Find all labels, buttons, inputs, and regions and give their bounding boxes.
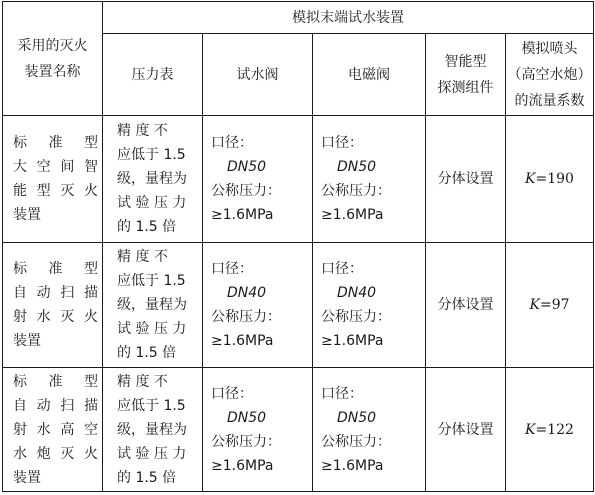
device-name-line: 装置 <box>13 207 41 223</box>
spec-table <box>2 1 594 492</box>
gauge-line: 级，量程为 <box>117 171 187 187</box>
header-flow-coef-line-3: 的流量系数 <box>514 92 585 109</box>
device-name-line: 射 水 高 空 <box>13 421 98 438</box>
device-name-line: 自 动 扫 描 <box>13 397 98 414</box>
valve-line: 公称压力： <box>211 183 281 199</box>
device-name-line: 射 水 灭 火 <box>13 309 98 325</box>
valve-line: 口径： <box>321 135 363 151</box>
flow-coef-cell <box>506 368 594 492</box>
k-symbol: K <box>529 297 540 313</box>
device-name-line: 标 准 型 <box>13 135 98 151</box>
valve-pressure: ≥1.6MPa <box>321 333 384 349</box>
valve-diameter: DN40 <box>227 285 267 301</box>
device-name-line: 水 炮 灭 火 <box>13 445 98 462</box>
valve-line: 口径： <box>211 135 253 151</box>
test-valve-cell <box>203 243 313 368</box>
solenoid-valve-cell <box>313 368 426 492</box>
flow-coef-cell <box>506 116 594 243</box>
header-detector-line-1: 智能型 <box>444 53 487 70</box>
valve-line: 公称压力： <box>321 433 391 450</box>
device-name-line: 自 动 扫 描 <box>13 285 98 301</box>
header-group: 模拟末端试水装置 <box>103 2 594 34</box>
device-name-cell <box>3 243 103 368</box>
header-flow-coef-line-1: 模拟喷头 <box>521 40 578 57</box>
device-name-line: 标 准 型 <box>13 261 98 277</box>
device-name-cell <box>3 116 103 243</box>
gauge-line: 级，量程为 <box>117 421 187 438</box>
valve-pressure: ≥1.6MPa <box>211 207 274 223</box>
k-symbol: K <box>525 421 536 438</box>
valve-line: 口径： <box>211 261 253 277</box>
valve-diameter: DN50 <box>227 409 267 426</box>
detector-cell: 分体设置 <box>426 243 506 368</box>
gauge-line: 应低于 1.5 <box>117 147 186 163</box>
gauge-line: 的 1.5 倍 <box>117 219 177 235</box>
k-symbol: K <box>525 171 536 187</box>
gauge-line: 的 1.5 倍 <box>117 345 177 361</box>
valve-line: 公称压力： <box>321 183 391 199</box>
k-value: =122 <box>535 421 574 438</box>
device-name-cell <box>3 368 103 492</box>
valve-pressure: ≥1.6MPa <box>321 207 384 223</box>
valve-line: 口径： <box>211 385 253 402</box>
valve-line: 口径： <box>321 261 363 277</box>
gauge-line: 级，量程为 <box>117 297 187 313</box>
valve-diameter: DN50 <box>337 159 377 175</box>
pressure-gauge-cell <box>103 368 203 492</box>
valve-diameter: DN40 <box>337 285 377 301</box>
valve-line: 口径： <box>321 385 363 402</box>
gauge-line: 应低于 1.5 <box>117 273 186 289</box>
valve-diameter: DN50 <box>337 409 377 426</box>
valve-line: 公称压力： <box>211 309 281 325</box>
k-value: =190 <box>535 171 574 187</box>
gauge-line: 试 验 压 力 <box>117 445 187 462</box>
device-name-line: 装置 <box>13 469 41 486</box>
header-flow-coef <box>506 34 594 116</box>
header-device-name-line-2: 装置名称 <box>24 63 81 80</box>
pressure-gauge-cell <box>103 243 203 368</box>
pressure-gauge-cell <box>103 116 203 243</box>
valve-line: 公称压力： <box>211 433 281 450</box>
header-device-name-line-1: 采用的灭火 <box>17 37 88 54</box>
gauge-line: 精 度 不 <box>117 249 168 265</box>
solenoid-valve-cell <box>313 243 426 368</box>
gauge-line: 应低于 1.5 <box>117 397 186 414</box>
device-name-line: 大 空 间 智 <box>13 159 98 175</box>
header-detector <box>426 34 506 116</box>
k-value: =97 <box>539 297 570 313</box>
table-row <box>3 116 594 243</box>
detector-cell: 分体设置 <box>426 116 506 243</box>
flow-coef-cell <box>506 243 594 368</box>
header-solenoid-valve: 电磁阀 <box>313 34 426 116</box>
gauge-line: 精 度 不 <box>117 123 168 139</box>
device-name-line: 装置 <box>13 333 41 349</box>
header-device-name <box>3 2 103 116</box>
header-detector-line-2: 探测组件 <box>437 79 494 96</box>
valve-pressure: ≥1.6MPa <box>321 457 384 474</box>
gauge-line: 试 验 压 力 <box>117 321 187 337</box>
gauge-line: 精 度 不 <box>117 373 168 390</box>
valve-pressure: ≥1.6MPa <box>211 333 274 349</box>
device-name-line: 标 准 型 <box>13 373 98 390</box>
header-test-valve: 试水阀 <box>203 34 313 116</box>
gauge-line: 的 1.5 倍 <box>117 469 177 486</box>
detector-cell: 分体设置 <box>426 368 506 492</box>
header-pressure-gauge: 压力表 <box>103 34 203 116</box>
test-valve-cell <box>203 116 313 243</box>
device-name-line: 能 型 灭 火 <box>13 183 98 199</box>
valve-diameter: DN50 <box>227 159 267 175</box>
table-row <box>3 243 594 368</box>
solenoid-valve-cell <box>313 116 426 243</box>
valve-line: 公称压力： <box>321 309 391 325</box>
valve-pressure: ≥1.6MPa <box>211 457 274 474</box>
gauge-line: 试 验 压 力 <box>117 195 187 211</box>
table-row <box>3 368 594 492</box>
header-flow-coef-line-2: （高空水炮） <box>507 66 592 83</box>
test-valve-cell <box>203 368 313 492</box>
